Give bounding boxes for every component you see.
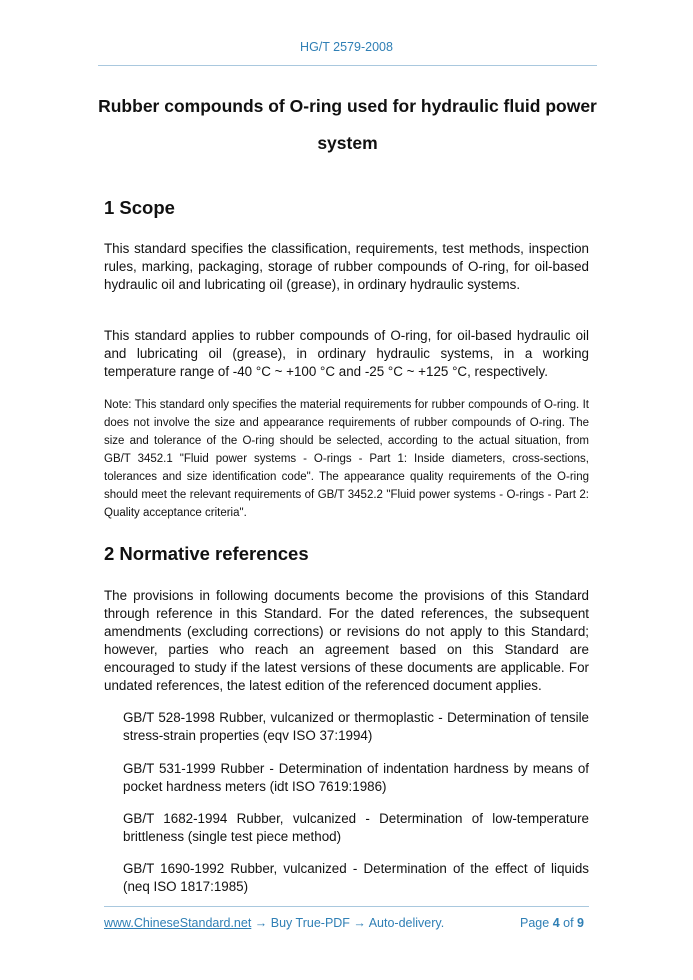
footer	[104, 916, 589, 930]
reference-item: GB/T 531-1999 Rubber - Determination of indentation hardness by means of pocket hardness meters (idt ISO 7619:1986)	[123, 761, 589, 794]
page-label: Page	[520, 916, 550, 930]
document-title: Rubber compounds of O-ring used for hydraulic fluid power system	[98, 96, 597, 153]
section-heading-normative-references: 2 Normative references	[104, 543, 309, 564]
document-code: HG/T 2579-2008	[300, 40, 393, 54]
footer-divider	[104, 906, 589, 907]
reference-item: GB/T 528-1998 Rubber, vulcanized or thermoplastic - Determination of tensile stress-strain properties (eqv ISO 37:1994)	[123, 710, 589, 743]
section-heading-scope: 1 Scope	[104, 197, 175, 218]
page-total: 9	[577, 916, 584, 930]
normative-paragraph: The provisions in following documents become the provisions of this Standard through reference in this Standard. For the dated references, the subsequent amendments (excluding corrections) or revisions do not apply to this Standard; however, parties who reach an agreement based on this Standard are encouraged to study if the latest versions of these documents are applicable. For undated references, the latest edition of the referenced document applies.	[104, 588, 589, 693]
reference-item: GB/T 1682-1994 Rubber, vulcanized - Determination of low-temperature brittleness (single test piece method)	[123, 811, 589, 844]
page-current: 4	[552, 916, 560, 930]
scope-note: Note: This standard only specifies the material requirements for rubber compounds of O-ring. It does not involve the size and appearance requirements of rubber compounds of O-ring. The size and tolerance of the O-ring should be selected, according to the actual situation, from GB/T 3452.1 "Fluid power systems - O-rings - Part 1: Inside diameters, cross-sections, tolerances and size identification code". The appearance quality requirements of the O-ring should meet the relevant requirements of GB/T 3452.2 "Fluid power systems - O-rings - Part 2: Quality acceptance criteria".	[104, 399, 589, 519]
page-indicator	[520, 916, 584, 930]
website-link[interactable]: www.ChineseStandard.net	[104, 916, 252, 930]
footer-tagline: → Buy True-PDF → Auto-delivery.	[251, 916, 445, 930]
header-divider	[98, 65, 597, 66]
page-of-label: of	[563, 916, 574, 930]
scope-paragraph-1: This standard specifies the classification, requirements, test methods, inspection rules, marking, packaging, storage of rubber compounds of O-ring, for oil-based hydraulic oil and lubricating oil (grease), in ordinary hydraulic systems.	[104, 241, 589, 292]
scope-paragraph-2: This standard applies to rubber compounds of O-ring, for oil-based hydraulic oil and lubricating oil (grease), in ordinary hydraulic systems, in a working temperature range of -40 °C ~ +100 °C and -25 °C ~ +125 °C, respectively.	[104, 328, 589, 379]
reference-item: GB/T 1690-1992 Rubber, vulcanized - Determination of the effect of liquids (neq ISO 1817:1985)	[123, 861, 589, 894]
